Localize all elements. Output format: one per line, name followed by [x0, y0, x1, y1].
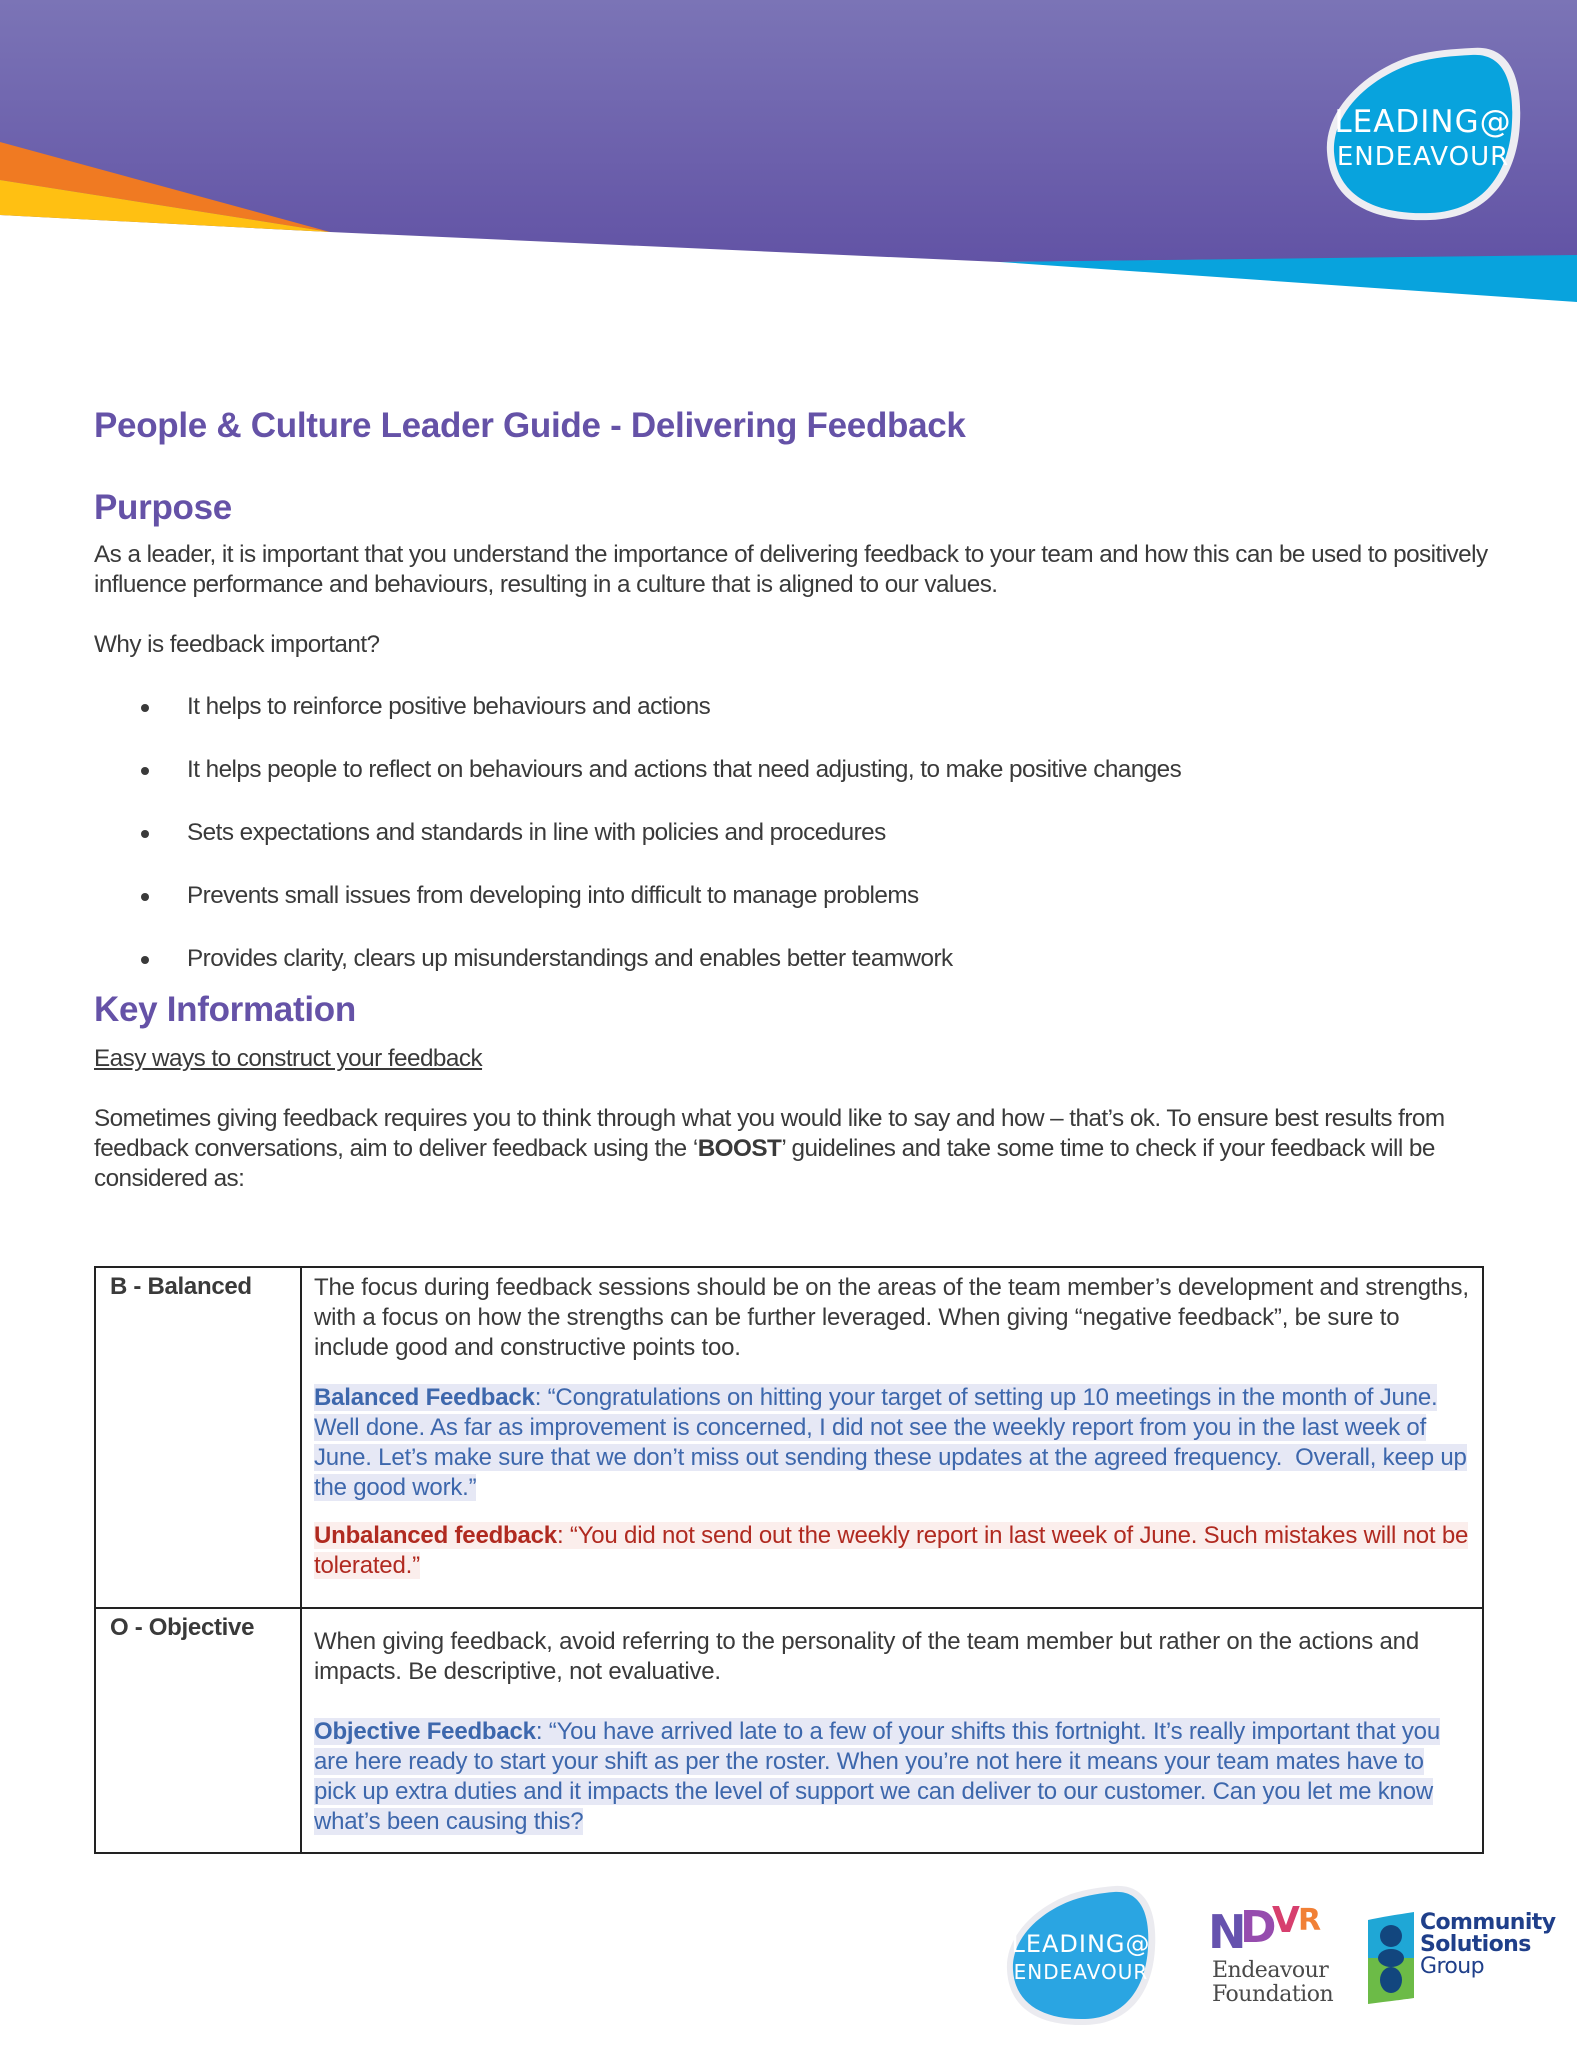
ndvr-n: N	[1208, 1905, 1243, 1952]
example-positive	[314, 1383, 1472, 1503]
importance-list	[94, 692, 1489, 988]
example-highlight	[314, 1522, 1468, 1579]
example-label: Balanced Feedback	[314, 1384, 535, 1411]
purpose-intro: As a leader, it is important that you understand the importance of delivering feedback to your team and how this can be used to positively influence performance and behaviours, resulting in a culture that is aligned to our values.	[94, 541, 1488, 598]
document-body	[94, 404, 1489, 1194]
page-title: People & Culture Leader Guide - Delivering Feedback	[94, 406, 966, 445]
bullet-icon	[141, 704, 149, 712]
endeavour-foundation-line-1: Endeavour	[1212, 1958, 1329, 1983]
intro-text-after: ’ guidelines and take some time to check if your feedback will be considered as:	[94, 1135, 1435, 1192]
header-cyan-stripe	[1000, 255, 1577, 302]
key-information-heading: Key Information	[94, 990, 356, 1029]
table-row	[95, 1608, 1483, 1853]
example-label: Unbalanced feedback	[314, 1522, 557, 1549]
list-item-text: Sets expectations and standards in line with policies and procedures	[187, 819, 886, 846]
ndvr-d: D	[1240, 1902, 1273, 1952]
list-item	[94, 818, 1489, 881]
row-description: When giving feedback, avoid referring to the personality of the team member but rather on the actions and impacts. Be descriptive, not evaluative.	[314, 1628, 1419, 1685]
csg-line-1: Community	[1420, 1910, 1556, 1935]
logo-line-1: LEADING@	[1334, 104, 1512, 140]
ndvr-mark-icon	[1206, 1900, 1334, 1952]
example-text: : “You have arrived late to a few of your shifts this fortnight. It’s really important that you are here ready to start your shift as per the roster. When you’re not here it means your team mates have to pick up extra duties and it impacts the level of support we can deliver to our customer. Can you let me know what’s been causing this?	[314, 1718, 1440, 1835]
logo-line-2: ENDEAVOUR	[1336, 142, 1510, 172]
row-content	[301, 1608, 1483, 1853]
list-item-text: Provides clarity, clears up misunderstandings and enables better teamwork	[187, 945, 953, 972]
example-label: Objective Feedback	[314, 1718, 536, 1745]
example-highlight	[314, 1384, 1467, 1501]
example-text: : “Congratulations on hitting your target of setting up 10 meetings in the month of June. Well done. As far as improvement is concerned, I did not see the weekly report from you in the last week of June. Let’s make sure that we don’t miss out sending these updates at the agreed frequency. Overall, keep up the good work.”	[314, 1384, 1467, 1501]
footer-leading-endeavour-logo	[1003, 1882, 1159, 2028]
endeavour-foundation-line-2: Foundation	[1212, 1982, 1334, 2007]
list-item	[94, 692, 1489, 755]
list-item	[94, 944, 1489, 988]
example-highlight	[314, 1718, 1440, 1835]
list-item-text: Prevents small issues from developing into difficult to manage problems	[187, 882, 919, 909]
key-information-subheading: Easy ways to construct your feedback	[94, 1045, 483, 1072]
csg-line-2: Solutions	[1420, 1932, 1531, 1957]
bullet-icon	[141, 956, 149, 964]
example-negative	[314, 1521, 1472, 1581]
row-content	[301, 1267, 1483, 1608]
footer-logo-line-1: LEADING@	[1011, 1930, 1151, 1958]
list-item	[94, 755, 1489, 818]
row-description: The focus during feedback sessions should be on the areas of the team member’s development and strengths, with a focus on how the strengths can be further leveraged. When giving “negative feedback”, be sure to include good and constructive points too.	[314, 1274, 1469, 1361]
ndvr-r: R	[1298, 1903, 1322, 1938]
community-solutions-group-logo	[1366, 1912, 1566, 2012]
ndvr-v: V	[1272, 1900, 1300, 1941]
list-item-text: It helps people to reflect on behaviours and actions that need adjusting, to make positive changes	[187, 756, 1182, 783]
bullet-icon	[141, 830, 149, 838]
csg-figure-icon	[1366, 1912, 1416, 2004]
purpose-heading: Purpose	[94, 488, 232, 527]
list-item-text: It helps to reinforce positive behaviours and actions	[187, 693, 711, 720]
boost-keyword: BOOST	[697, 1135, 782, 1162]
row-label: B - Balanced	[95, 1267, 301, 1608]
row-label: O - Objective	[95, 1608, 301, 1853]
table-row	[95, 1267, 1483, 1608]
endeavour-foundation-logo	[1206, 1900, 1334, 2010]
bullet-icon	[141, 767, 149, 775]
example-positive	[314, 1717, 1472, 1837]
intro-text-before: Sometimes giving feedback requires you to think through what you would like to say and how – that’s ok. To ensure best results from feedback conversations, aim to deliver feedback using the ‘	[94, 1105, 1445, 1162]
footer-logo-line-2: ENDEAVOUR	[1013, 1960, 1149, 1984]
purpose-question: Why is feedback important?	[94, 631, 380, 658]
bullet-icon	[141, 893, 149, 901]
list-item	[94, 881, 1489, 944]
leading-endeavour-logo	[1322, 42, 1524, 224]
example-text: : “You did not send out the weekly report in last week of June. Such mistakes will not be tolerated.”	[314, 1522, 1469, 1579]
boost-table	[94, 1266, 1484, 1854]
csg-line-3: Group	[1420, 1954, 1484, 1979]
key-information-intro	[94, 1104, 1489, 1194]
